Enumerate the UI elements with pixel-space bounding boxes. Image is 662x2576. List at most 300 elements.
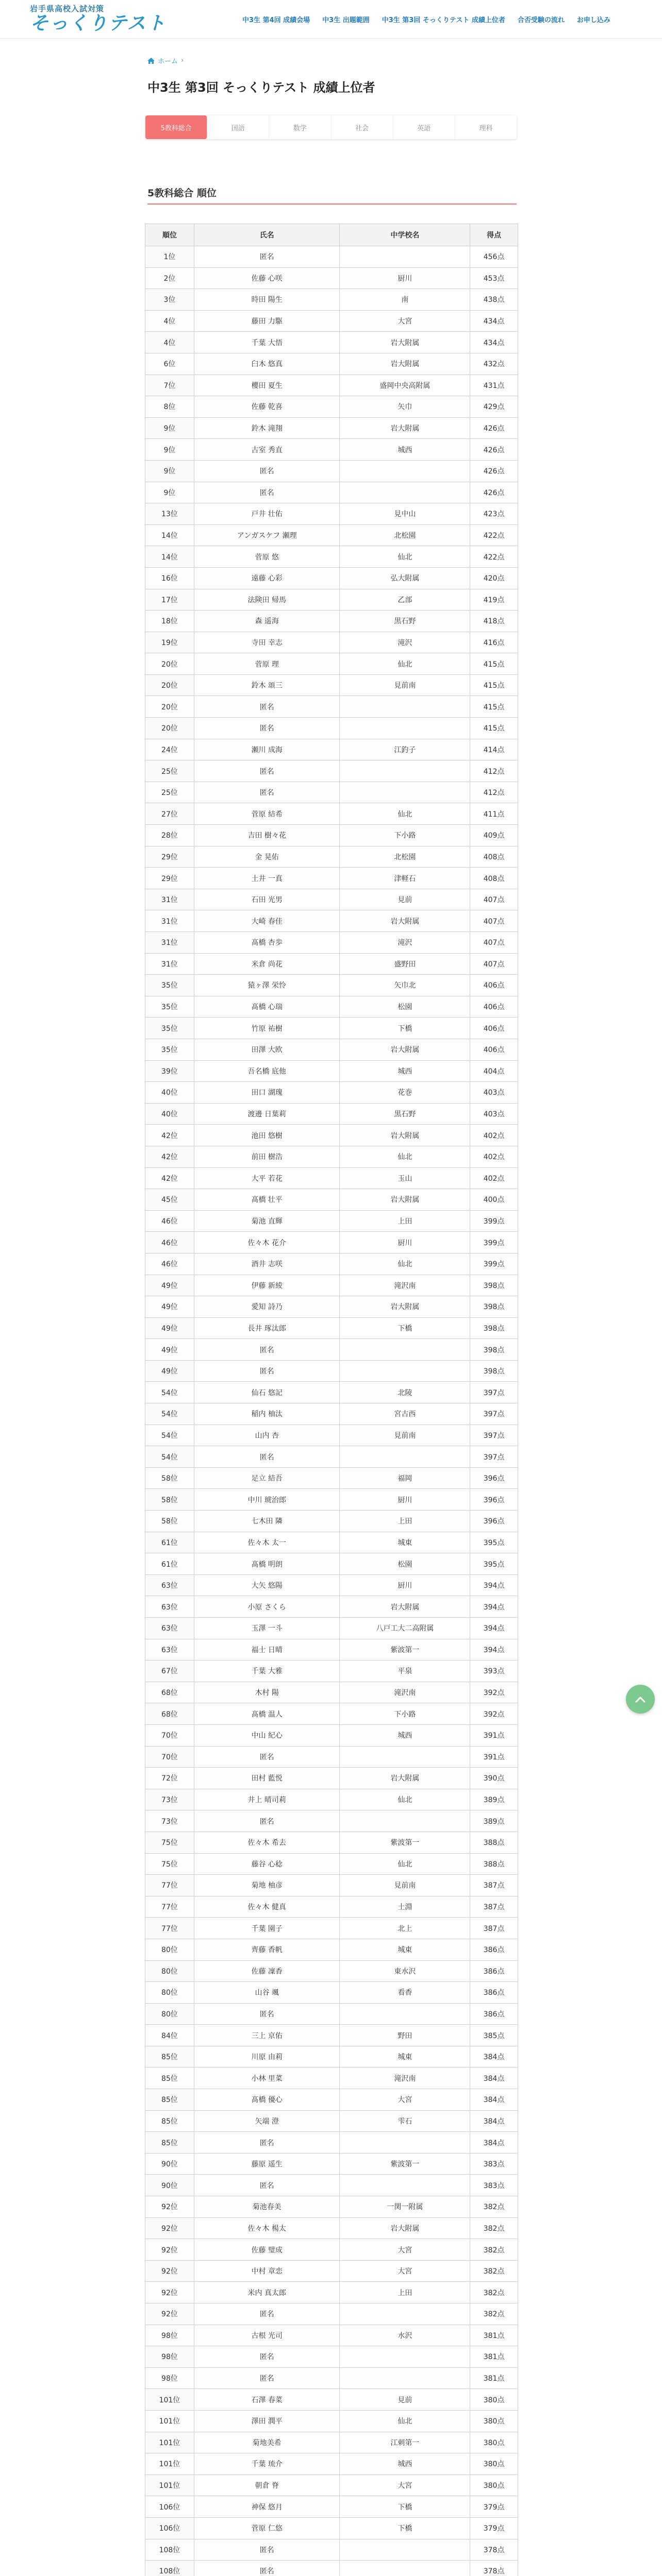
- score-cell: 380点: [470, 2410, 518, 2432]
- score-cell: 385点: [470, 2025, 518, 2046]
- nav-link-top-rankers[interactable]: 中3生 第3回 そっくりテスト 成績上位者: [382, 16, 505, 24]
- score-cell: 391点: [470, 1746, 518, 1768]
- school-cell: 岩大附属: [340, 1039, 470, 1060]
- ranking-table: [145, 224, 518, 2576]
- table-row: [145, 567, 518, 589]
- score-cell: 380点: [470, 2453, 518, 2475]
- table-row: [145, 310, 518, 332]
- site-header: [0, 0, 662, 39]
- table-row: [145, 589, 518, 611]
- table-row: [145, 1360, 518, 1382]
- school-cell: 岩大附属: [340, 1768, 470, 1789]
- rank-cell: 42位: [145, 1146, 194, 1167]
- table-row: [145, 1703, 518, 1725]
- logo-title: そっくりテスト: [30, 13, 167, 34]
- tab-english[interactable]: 英語: [393, 115, 455, 139]
- table-row: [145, 1574, 518, 1596]
- name-cell: 鈴木 頌三: [194, 674, 340, 696]
- table-row: [145, 1724, 518, 1746]
- name-cell: 米内 真太郎: [194, 2282, 340, 2303]
- score-cell: 408点: [470, 868, 518, 889]
- rank-cell: 106位: [145, 2517, 194, 2539]
- rank-cell: 46位: [145, 1210, 194, 1232]
- school-cell: 一関一附属: [340, 2196, 470, 2218]
- rank-cell: 101位: [145, 2410, 194, 2432]
- name-cell: 寺田 幸志: [194, 632, 340, 653]
- school-cell: 土淵: [340, 1896, 470, 1918]
- name-cell: 法険田 帰馬: [194, 589, 340, 611]
- table-row: [145, 632, 518, 653]
- table-row: [145, 1403, 518, 1425]
- name-cell: 山内 杏: [194, 1425, 340, 1446]
- rank-cell: 4位: [145, 310, 194, 332]
- table-row: [145, 1467, 518, 1489]
- rank-cell: 85位: [145, 2132, 194, 2154]
- table-row: [145, 718, 518, 739]
- table-row: [145, 1960, 518, 1982]
- score-cell: 419点: [470, 589, 518, 611]
- school-cell: 下橋: [340, 1317, 470, 1339]
- name-cell: 匿名: [194, 482, 340, 503]
- score-cell: 389点: [470, 1789, 518, 1810]
- table-row: [145, 782, 518, 803]
- name-cell: 稲内 柚汰: [194, 1403, 340, 1425]
- score-cell: 406点: [470, 1039, 518, 1060]
- table-row: [145, 1103, 518, 1125]
- name-cell: 石澤 春菜: [194, 2389, 340, 2411]
- rank-cell: 85位: [145, 2110, 194, 2132]
- score-cell: 414点: [470, 739, 518, 760]
- table-row: [145, 1768, 518, 1789]
- score-cell: 406点: [470, 996, 518, 1018]
- score-cell: 407点: [470, 910, 518, 932]
- table-row: [145, 1146, 518, 1167]
- score-cell: 399点: [470, 1210, 518, 1232]
- tab-math[interactable]: 数学: [269, 115, 331, 139]
- name-cell: 匿名: [194, 2003, 340, 2025]
- name-cell: 中山 紀心: [194, 1724, 340, 1746]
- school-cell: [340, 1446, 470, 1468]
- school-cell: 岩大附属: [340, 332, 470, 353]
- table-row: [145, 1425, 518, 1446]
- name-cell: 中川 琥治郎: [194, 1489, 340, 1511]
- school-cell: 岩大附属: [340, 2217, 470, 2239]
- school-cell: [340, 2346, 470, 2368]
- back-to-top-button[interactable]: [626, 1685, 655, 1714]
- table-row: [145, 1746, 518, 1768]
- school-cell: 下橋: [340, 2496, 470, 2518]
- name-cell: 齊藤 香帆: [194, 1939, 340, 1960]
- name-cell: 佐々木 希去: [194, 1832, 340, 1853]
- score-cell: 404点: [470, 1060, 518, 1082]
- school-cell: 厨川: [340, 1232, 470, 1253]
- score-cell: 384点: [470, 2089, 518, 2111]
- table-row: [145, 353, 518, 375]
- name-cell: 匿名: [194, 1746, 340, 1768]
- name-cell: 千葉 大悟: [194, 332, 340, 353]
- rank-cell: 75位: [145, 1832, 194, 1853]
- score-cell: 403点: [470, 1082, 518, 1104]
- score-cell: 379点: [470, 2496, 518, 2518]
- score-cell: 384点: [470, 2046, 518, 2067]
- school-cell: 北上: [340, 1918, 470, 1939]
- school-cell: 大宮: [340, 310, 470, 332]
- school-cell: 八戸工大二高附属: [340, 1618, 470, 1639]
- score-cell: 411点: [470, 803, 518, 825]
- name-cell: 匿名: [194, 1810, 340, 1832]
- table-row: [145, 1382, 518, 1403]
- name-cell: 猿ヶ澤 栄怜: [194, 975, 340, 996]
- school-cell: 上田: [340, 1210, 470, 1232]
- school-cell: 岩大附属: [340, 353, 470, 375]
- school-cell: 見前: [340, 889, 470, 910]
- table-row: [145, 803, 518, 825]
- table-row: [145, 2496, 518, 2518]
- rank-cell: 73位: [145, 1789, 194, 1810]
- table-row: [145, 674, 518, 696]
- rank-cell: 101位: [145, 2475, 194, 2496]
- school-cell: 大宮: [340, 2239, 470, 2261]
- name-cell: 匿名: [194, 1360, 340, 1382]
- global-nav: [236, 14, 617, 24]
- school-cell: 仙北: [340, 1146, 470, 1167]
- table-row: [145, 2410, 518, 2432]
- score-cell: 396点: [470, 1511, 518, 1532]
- table-row: [145, 2132, 518, 2154]
- score-cell: 380点: [470, 2475, 518, 2496]
- tab-japanese[interactable]: 国語: [207, 115, 269, 139]
- name-cell: 藤原 遥生: [194, 2153, 340, 2175]
- table-row: [145, 1789, 518, 1810]
- name-cell: 時田 陽生: [194, 289, 340, 311]
- table-row: [145, 1618, 518, 1639]
- name-cell: 中村 章恋: [194, 2260, 340, 2282]
- score-cell: 387点: [470, 1896, 518, 1918]
- score-cell: 394点: [470, 1574, 518, 1596]
- table-row: [145, 1982, 518, 2004]
- site-logo[interactable]: [30, 4, 205, 34]
- school-cell: 平泉: [340, 1660, 470, 1682]
- nav-link-apply[interactable]: お申し込み: [576, 16, 610, 24]
- table-row: [145, 1553, 518, 1575]
- rank-cell: 24位: [145, 739, 194, 760]
- score-cell: 382点: [470, 2260, 518, 2282]
- nav-link-flow[interactable]: 合否受験の流れ: [517, 16, 565, 24]
- score-cell: 397点: [470, 1446, 518, 1468]
- table-row: [145, 1596, 518, 1618]
- table-row: [145, 2153, 518, 2175]
- rank-cell: 19位: [145, 632, 194, 653]
- rank-cell: 67位: [145, 1660, 194, 1682]
- score-cell: 438点: [470, 289, 518, 311]
- score-cell: 453点: [470, 267, 518, 289]
- tab-social[interactable]: 社会: [332, 115, 393, 139]
- name-cell: 神保 悠月: [194, 2496, 340, 2518]
- name-cell: 匿名: [194, 2561, 340, 2576]
- school-cell: 矢巾: [340, 396, 470, 418]
- table-row: [145, 846, 518, 868]
- rank-cell: 58位: [145, 1489, 194, 1511]
- name-cell: 佐藤 璧成: [194, 2239, 340, 2261]
- name-cell: 匿名: [194, 782, 340, 803]
- score-cell: 394点: [470, 1639, 518, 1660]
- table-row: [145, 2346, 518, 2368]
- name-cell: 小林 里菜: [194, 2067, 340, 2089]
- name-cell: 菊地美希: [194, 2432, 340, 2453]
- name-cell: 藤谷 心稔: [194, 1853, 340, 1875]
- score-cell: 382点: [470, 2217, 518, 2239]
- name-cell: 匿名: [194, 2303, 340, 2325]
- score-cell: 384点: [470, 2067, 518, 2089]
- breadcrumb-separator: ›: [181, 57, 184, 64]
- rank-cell: 20位: [145, 674, 194, 696]
- school-cell: [340, 2561, 470, 2576]
- table-row: [145, 2389, 518, 2411]
- school-cell: 城東: [340, 1939, 470, 1960]
- name-cell: 足立 結吾: [194, 1467, 340, 1489]
- nav-link-exam-venue[interactable]: 中3生 第4回 成績会場: [242, 16, 310, 24]
- score-cell: 382点: [470, 2303, 518, 2325]
- rank-cell: 35位: [145, 1039, 194, 1060]
- rank-cell: 90位: [145, 2175, 194, 2196]
- table-row: [145, 2175, 518, 2196]
- rank-cell: 31位: [145, 932, 194, 954]
- score-cell: 386点: [470, 2003, 518, 2025]
- school-cell: 大宮: [340, 2260, 470, 2282]
- table-row: [145, 1317, 518, 1339]
- school-cell: 岩大附属: [340, 1596, 470, 1618]
- name-cell: 佐々木 花介: [194, 1232, 340, 1253]
- table-row: [145, 1853, 518, 1875]
- nav-link-exam-range[interactable]: 中3生 出題範囲: [322, 16, 370, 24]
- table-row: [145, 2475, 518, 2496]
- school-cell: [340, 2132, 470, 2154]
- rank-cell: 92位: [145, 2196, 194, 2218]
- school-cell: 見中山: [340, 503, 470, 525]
- name-cell: 戸井 壮佑: [194, 503, 340, 525]
- name-cell: 千葉 園子: [194, 1918, 340, 1939]
- rank-cell: 40位: [145, 1082, 194, 1104]
- school-cell: [340, 482, 470, 503]
- school-cell: [340, 760, 470, 782]
- school-cell: 仙北: [340, 653, 470, 675]
- score-cell: 432点: [470, 353, 518, 375]
- score-cell: 390点: [470, 1768, 518, 1789]
- name-cell: 菅原 結希: [194, 803, 340, 825]
- rank-cell: 80位: [145, 2003, 194, 2025]
- table-row: [145, 975, 518, 996]
- score-cell: 382点: [470, 2282, 518, 2303]
- name-cell: 髙橋 明朗: [194, 1553, 340, 1575]
- name-cell: 髙橋 杏歩: [194, 932, 340, 954]
- rank-cell: 27位: [145, 803, 194, 825]
- table-row: [145, 2239, 518, 2261]
- rank-cell: 92位: [145, 2260, 194, 2282]
- tab-total[interactable]: 5教科総合: [145, 115, 207, 139]
- name-cell: 菅原 仁悠: [194, 2517, 340, 2539]
- logo-subtitle: 岩手県高校入試対策: [30, 4, 105, 13]
- school-cell: 紫波第一: [340, 2153, 470, 2175]
- breadcrumb-home-link[interactable]: ホーム: [158, 58, 178, 65]
- school-cell: 北陵: [340, 1382, 470, 1403]
- name-cell: 匿名: [194, 246, 340, 268]
- rank-cell: 31位: [145, 910, 194, 932]
- score-cell: 381点: [470, 2346, 518, 2368]
- score-cell: 407点: [470, 889, 518, 910]
- score-cell: 381点: [470, 2325, 518, 2346]
- rank-cell: 25位: [145, 782, 194, 803]
- school-cell: 城西: [340, 2453, 470, 2475]
- rank-cell: 92位: [145, 2239, 194, 2261]
- school-cell: 岩大附属: [340, 1125, 470, 1146]
- table-row: [145, 1253, 518, 1275]
- table-row: [145, 2282, 518, 2303]
- school-cell: 下小路: [340, 1703, 470, 1725]
- score-cell: 397点: [470, 1403, 518, 1425]
- school-cell: 北松園: [340, 524, 470, 546]
- school-cell: 見前南: [340, 674, 470, 696]
- score-cell: 407点: [470, 953, 518, 975]
- name-cell: 山谷 颯: [194, 1982, 340, 2004]
- score-cell: 379点: [470, 2517, 518, 2539]
- school-cell: 城東: [340, 1532, 470, 1553]
- school-cell: 松園: [340, 1553, 470, 1575]
- name-cell: 池田 悠樹: [194, 1125, 340, 1146]
- table-row: [145, 439, 518, 461]
- table-row: [145, 1875, 518, 1896]
- school-cell: 花巻: [340, 1082, 470, 1104]
- header-score: 得点: [470, 224, 518, 246]
- table-row: [145, 2517, 518, 2539]
- score-cell: 384点: [470, 2110, 518, 2132]
- school-cell: [340, 2175, 470, 2196]
- name-cell: 前田 樹浩: [194, 1146, 340, 1167]
- table-row: [145, 611, 518, 632]
- subject-tabs: [145, 115, 517, 139]
- school-cell: 岩大附属: [340, 1189, 470, 1211]
- school-cell: 厨川: [340, 1574, 470, 1596]
- rank-cell: 58位: [145, 1467, 194, 1489]
- school-cell: 下小路: [340, 825, 470, 846]
- name-cell: 匿名: [194, 460, 340, 482]
- school-cell: 玉山: [340, 1167, 470, 1189]
- rank-cell: 9位: [145, 482, 194, 503]
- rank-cell: 49位: [145, 1275, 194, 1296]
- school-cell: 黒石野: [340, 1103, 470, 1125]
- score-cell: 397点: [470, 1382, 518, 1403]
- school-cell: 岩大附属: [340, 1296, 470, 1318]
- table-row: [145, 1511, 518, 1532]
- name-cell: 佐々木 楊太: [194, 2217, 340, 2239]
- name-cell: 竹原 祐樹: [194, 1018, 340, 1039]
- score-cell: 406点: [470, 975, 518, 996]
- school-cell: 乙部: [340, 589, 470, 611]
- rank-cell: 75位: [145, 1853, 194, 1875]
- score-cell: 409点: [470, 825, 518, 846]
- rank-cell: 2位: [145, 267, 194, 289]
- score-cell: 429点: [470, 396, 518, 418]
- table-row: [145, 1339, 518, 1361]
- table-row: [145, 1060, 518, 1082]
- rank-cell: 108位: [145, 2539, 194, 2561]
- rank-cell: 61位: [145, 1532, 194, 1553]
- name-cell: 矢端 澄: [194, 2110, 340, 2132]
- score-cell: 403点: [470, 1103, 518, 1125]
- table-row: [145, 868, 518, 889]
- rank-cell: 8位: [145, 396, 194, 418]
- table-row: [145, 332, 518, 353]
- name-cell: 小原 さくら: [194, 1596, 340, 1618]
- school-cell: 南: [340, 289, 470, 311]
- name-cell: 古室 秀直: [194, 439, 340, 461]
- school-cell: 矢巾北: [340, 975, 470, 996]
- name-cell: 佐藤 心咲: [194, 267, 340, 289]
- school-cell: 大宮: [340, 2089, 470, 2111]
- table-body: [145, 246, 518, 2576]
- table-row: [145, 1039, 518, 1060]
- score-cell: 422点: [470, 546, 518, 568]
- name-cell: 菅原 悠: [194, 546, 340, 568]
- score-cell: 398点: [470, 1275, 518, 1296]
- tab-science[interactable]: 理科: [479, 124, 493, 132]
- score-cell: 380点: [470, 2432, 518, 2453]
- name-cell: 匿名: [194, 2175, 340, 2196]
- table-row: [145, 2325, 518, 2346]
- school-cell: 盛野田: [340, 953, 470, 975]
- score-cell: 382点: [470, 2239, 518, 2261]
- school-cell: 滝沢: [340, 632, 470, 653]
- score-cell: 396点: [470, 1467, 518, 1489]
- table-row: [145, 482, 518, 503]
- rank-cell: 9位: [145, 417, 194, 439]
- score-cell: 415点: [470, 696, 518, 718]
- school-cell: 仙北: [340, 1853, 470, 1875]
- name-cell: 菊地 柚彦: [194, 1875, 340, 1896]
- school-cell: 岩大附属: [340, 417, 470, 439]
- school-cell: 看香: [340, 1982, 470, 2004]
- school-cell: 見前: [340, 2389, 470, 2411]
- name-cell: 大崎 春佳: [194, 910, 340, 932]
- rank-cell: 49位: [145, 1317, 194, 1339]
- school-cell: [340, 2367, 470, 2389]
- rank-cell: 42位: [145, 1125, 194, 1146]
- table-row: [145, 1939, 518, 1960]
- school-cell: 城東: [340, 2046, 470, 2067]
- table-row: [145, 2003, 518, 2025]
- school-cell: 盛岡中央高附属: [340, 375, 470, 396]
- table-row: [145, 1660, 518, 1682]
- header-school: 中学校名: [340, 224, 470, 246]
- table-row: [145, 2303, 518, 2325]
- school-cell: 福岡: [340, 1467, 470, 1489]
- rank-cell: 63位: [145, 1639, 194, 1660]
- name-cell: 菅原 理: [194, 653, 340, 675]
- score-cell: 434点: [470, 332, 518, 353]
- school-cell: [340, 718, 470, 739]
- score-cell: 383点: [470, 2153, 518, 2175]
- rank-cell: 98位: [145, 2367, 194, 2389]
- rank-cell: 90位: [145, 2153, 194, 2175]
- name-cell: 土井 一真: [194, 868, 340, 889]
- breadcrumb: [147, 56, 184, 65]
- table-row: [145, 1296, 518, 1318]
- rank-cell: 16位: [145, 567, 194, 589]
- school-cell: 宮古西: [340, 1403, 470, 1425]
- score-cell: 389点: [470, 1810, 518, 1832]
- name-cell: 菊池春美: [194, 2196, 340, 2218]
- score-cell: 382点: [470, 2196, 518, 2218]
- school-cell: 水沢: [340, 2325, 470, 2346]
